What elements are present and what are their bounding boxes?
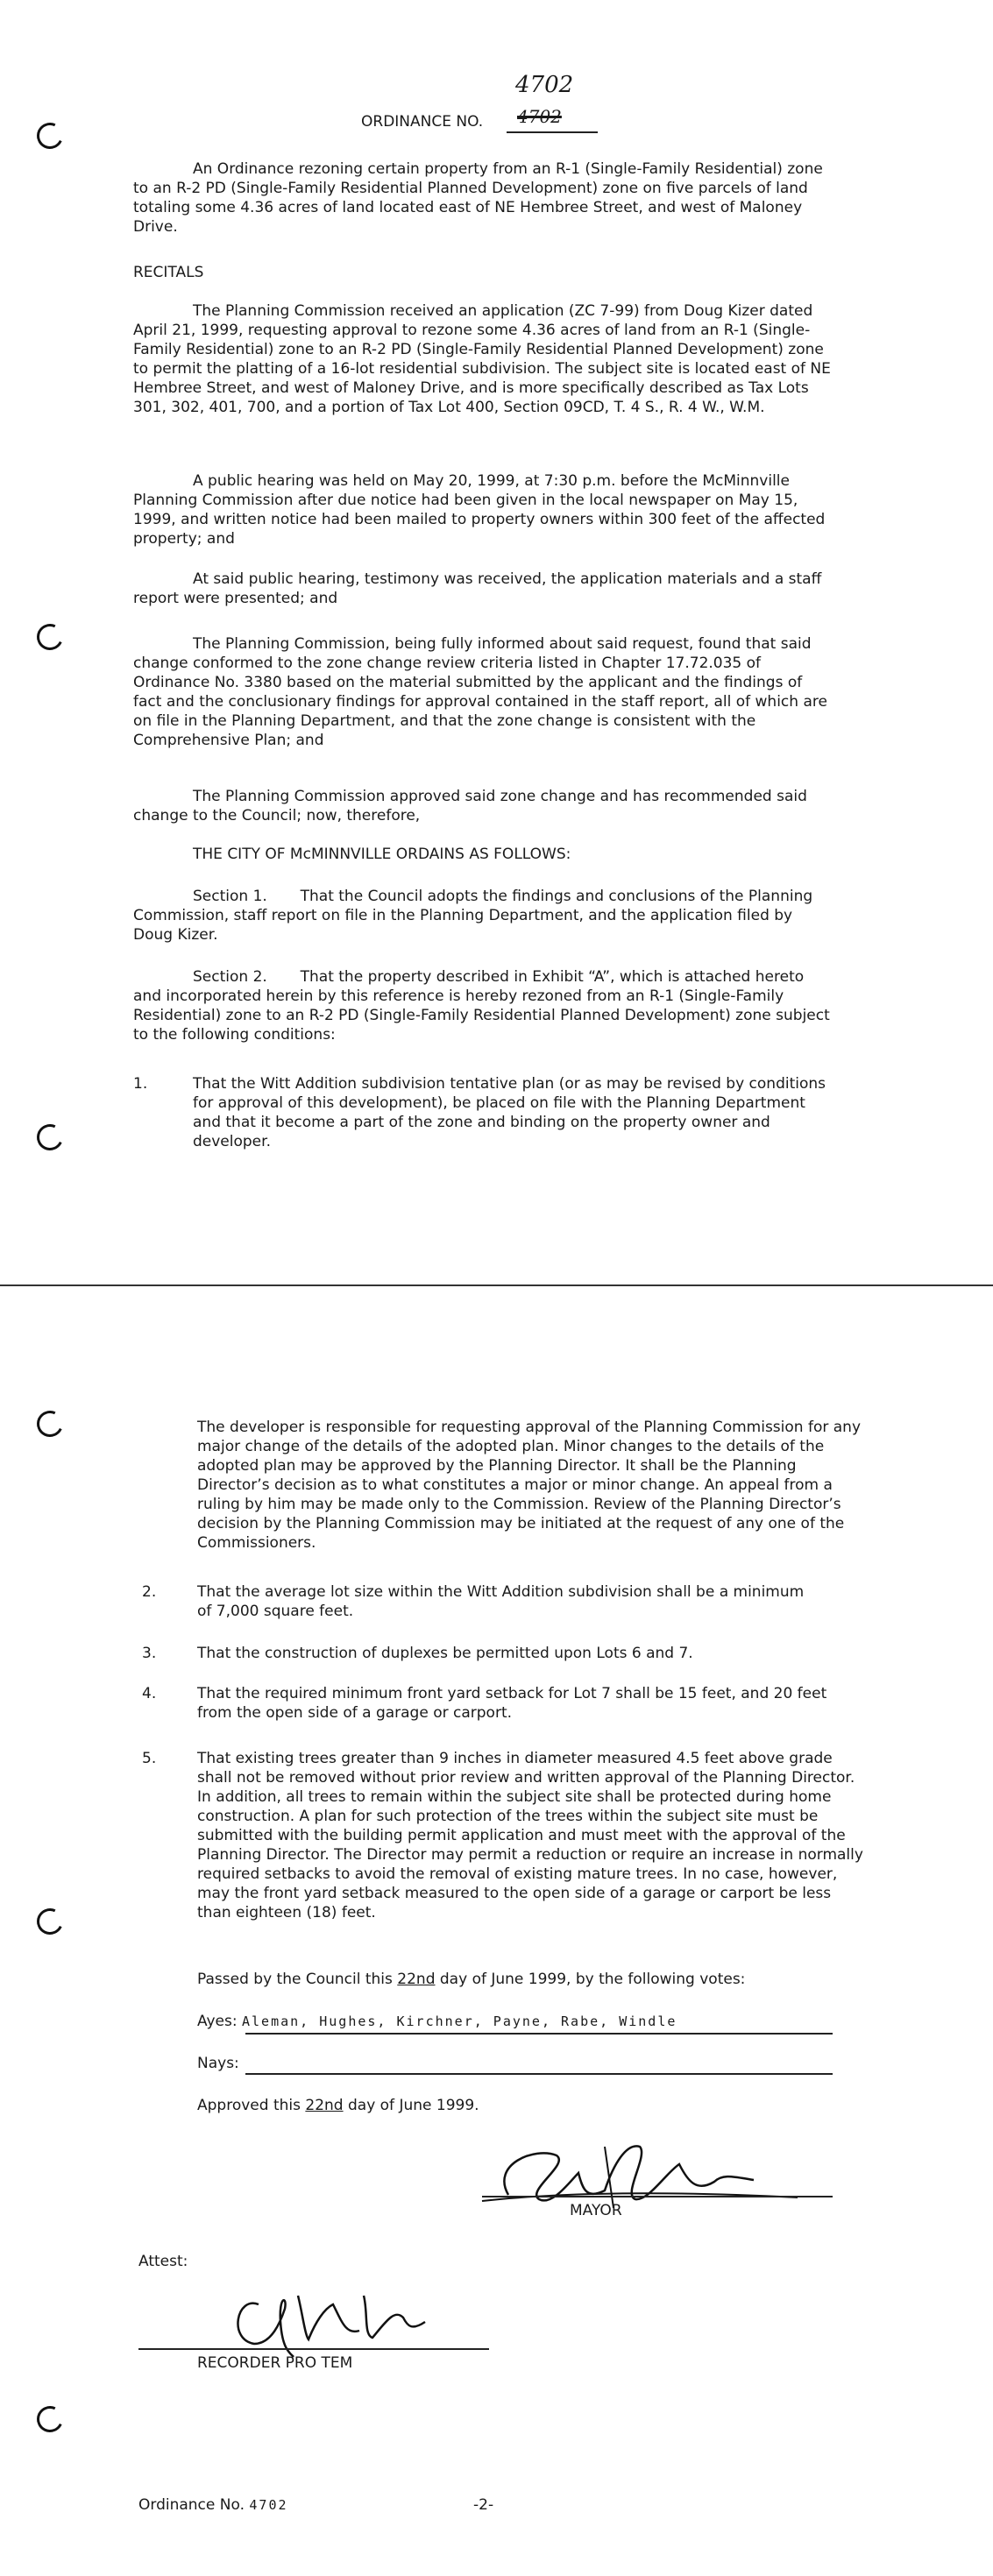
section-2 <box>133 967 834 1044</box>
approved-statement: Approved this 22nd day of June 1999. <box>197 2097 479 2114</box>
mayor-label: MAYOR <box>570 2202 622 2219</box>
condition-3: That the construction of duplexes be permitted upon Lots 6 and 7. <box>197 1645 693 1662</box>
condition-1-number: 1. <box>133 1075 148 1093</box>
recorder-signature-line <box>138 2348 489 2350</box>
nays-underline <box>245 2073 833 2075</box>
footer-ordinance <box>138 2495 288 2515</box>
binder-hole-2 <box>33 620 67 654</box>
condition-2-number: 2. <box>142 1583 157 1601</box>
recorder-signature <box>210 2269 438 2366</box>
condition-1: That the Witt Addition subdivision tentative plan (or as may be revised by conditions for approval of this development), be placed on file with the Planning Department and that it become a part of the zone and binding on the property owner and developer. <box>193 1075 826 1150</box>
condition-1-continued: The developer is responsible for requesting approval of the Planning Commission for any major change of the details of the adopted plan. Minor changes to the details of the adopted plan may be approved by the Planning Director. It shall be the Planning Director’s decision as to what constitutes a major or minor change. An appeal from a ruling by him may be made only to the Commission. Review of the Planning Director’s decision by the Planning Commission may be initiated at the request of any one of the Commissioners. <box>197 1419 861 1552</box>
recorder-label: RECORDER PRO TEM <box>197 2354 353 2372</box>
binder-hole-1 <box>33 119 67 152</box>
ayes-underline <box>245 2033 833 2035</box>
page-number: -2- <box>473 2496 494 2514</box>
condition-3-number: 3. <box>142 1645 157 1662</box>
section-2-label: Section 2. <box>193 968 267 986</box>
recital-1: The Planning Commission received an application (ZC 7-99) from Doug Kizer dated April 21, 1999, requesting approval to rezone some 4.36 acres of land from an R-1 (Single-Family Residential) zone to an R-2 PD (Single-Family Residential Planned Development) zone to permit the platting of a 16-lot residential subdivision. The subject site is located east of NE Hembree Street, and west of Maloney Drive, and is more specifically described as Tax Lots 301, 302, 401, 700, and a portion of Tax Lot 400, Section 09CD, T. 4 S., R. 4 W., W.M. <box>133 302 831 416</box>
mayor-signature-line <box>482 2196 833 2197</box>
attest-label: Attest: <box>138 2253 188 2270</box>
section-1-text: That the Council adopts the findings and conclusions of the Planning Commission, staff report on file in the Planning Department, and the application filed by Doug Kizer. <box>133 888 813 944</box>
binder-hole-3 <box>33 1121 67 1154</box>
section-1-label: Section 1. <box>193 888 267 905</box>
ayes-line <box>197 2012 863 2031</box>
ayes-names: Aleman, Hughes, Kirchner, Payne, Rabe, Windle <box>242 2013 677 2029</box>
recital-4: The Planning Commission, being fully informed about said request, found that said change conformed to the zone change review criteria listed in Chapter 17.72.035 of Ordinance No. 3380 based on the material submitted by the applicant and the findings of fact and the conclusionary findings for approval contained in the staff report, all of which are on file in the Planning Department, and that the zone change is consistent with the Comprehensive Plan; and <box>133 635 827 749</box>
ayes-label: Ayes: <box>197 2013 238 2030</box>
condition-4: That the required minimum front yard setback for Lot 7 shall be 15 feet, and 20 feet from the open side of a garage or carport. <box>197 1685 827 1722</box>
section-1 <box>133 887 834 945</box>
footer-label: Ordinance No. <box>138 2496 245 2514</box>
intro-paragraph: An Ordinance rezoning certain property from an R-1 (Single-Family Residential) zone to an R-2 PD (Single-Family Residential Planned Development) zone on five parcels of land totaling some 4.36 acres of land located east of NE Hembree Street, and west of Maloney Drive. <box>133 160 823 236</box>
condition-2: That the average lot size within the Witt Addition subdivision shall be a minimum of 7,000 square feet. <box>197 1583 805 1620</box>
passed-statement: Passed by the Council this 22nd day of June 1999, by the following votes: <box>197 1971 746 1988</box>
ordinance-title <box>361 112 483 131</box>
ordains-heading: THE CITY OF McMINNVILLE ORDAINS AS FOLLOWS: <box>193 846 571 863</box>
approved-day: 22nd <box>305 2097 344 2114</box>
binder-hole-6 <box>33 2403 67 2436</box>
condition-5: That existing trees greater than 9 inches in diameter measured 4.5 feet above grade shall not be removed without prior review and written approval of the Planning Director. In addition, all trees to remain within the subject site shall be protected during home construction. A plan for such protection of the trees within the subject site must be submitted with the building permit application and must meet with the approval of the Planning Director. The Director may permit a reduction or require an increase in normally required setbacks to avoid the removal of existing mature trees. In no case, however, may the front yard setback measured to the open side of a garage or carport be less than eighteen (18) feet. <box>197 1750 863 1921</box>
recital-2: A public hearing was held on May 20, 1999, at 7:30 p.m. before the McMinnville Planning Commission after due notice had been given in the local newspaper on May 15, 1999, and written notice had been mailed to property owners within 300 feet of the affected property; and <box>133 472 826 548</box>
recital-3: At said public hearing, testimony was received, the application materials and a staff report were presented; and <box>133 570 822 607</box>
nays-label: Nays: <box>197 2055 239 2072</box>
ordinance-struck-number: 4702 <box>517 106 562 127</box>
mayor-signature <box>473 2129 806 2217</box>
ordinance-number-underline <box>507 131 598 133</box>
binder-hole-5 <box>33 1905 67 1938</box>
condition-4-number: 4. <box>142 1685 157 1702</box>
nays-line <box>197 2054 239 2073</box>
ordinance-handwritten-number: 4702 <box>515 72 574 98</box>
footer-number: 4702 <box>249 2497 288 2513</box>
binder-hole-4 <box>33 1407 67 1440</box>
ordinance-label: ORDINANCE NO. <box>361 113 484 131</box>
section-2-text: That the property described in Exhibit “A”, which is attached hereto and incorporated herein by this reference is hereby rezoned from an R-1 (Single-Family Residential) zone to an R-2 PD (Single-Family Residential Planned Development) zone subject to the following conditions: <box>133 968 830 1044</box>
page-divider <box>0 1284 993 1286</box>
recitals-heading: RECITALS <box>133 264 204 281</box>
recital-5: The Planning Commission approved said zone change and has recommended said change to the Council; now, therefore, <box>133 788 807 824</box>
passed-day: 22nd <box>397 1971 436 1988</box>
condition-5-number: 5. <box>142 1750 157 1767</box>
